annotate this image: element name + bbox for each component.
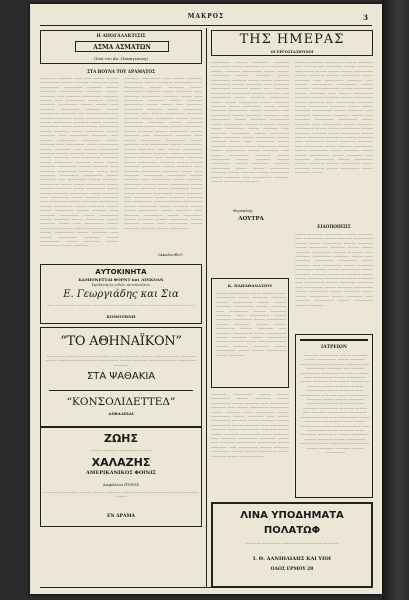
consolidated-title: “ΚΟΝΣΟΛΙΔΕΤΤΕΔ”: [66, 396, 176, 408]
doctor-ad: [211, 278, 289, 388]
shoes-address: ΟΔΟΣ ΕΡΜΟΥ 28: [270, 567, 314, 572]
subhead: ΛΟΥΤΡΑ: [238, 216, 264, 222]
column-divider: [206, 28, 207, 588]
page-number: 3: [363, 13, 368, 22]
right-column: [211, 28, 373, 588]
medical-ad: [295, 334, 373, 498]
shoes-owner: Ι. Θ. ΔΑΝΙΗΛΙΔΗΣ ΚΑΙ ΥΙΟΙ: [252, 556, 332, 562]
cars-brands: ΚΑΜΙΟΝΕΤΤΑΙ ΦΟΡΝΤ και ΛΙΝΚΟΛΝ: [78, 277, 164, 282]
poem-title: ΑΣΜΑ ΑΣΜΑΤΩΝ: [93, 44, 151, 51]
consolidated-sub: ΑΣΦΑΛΕΙΑΙ: [108, 411, 134, 416]
chalazis-title: ΧΑΛΑΖΗΣ: [91, 456, 151, 469]
doctor-name: Κ. ΠΑΠΑΘΑΝΑΣΙΟΥ: [227, 283, 273, 288]
poem-sub: (Υπό του Κο. Παπαγιαννη): [94, 56, 148, 61]
doctor-lines: ——— ————— ——— ———— —— ————— ——— ———— ———— ——— ————— ——— ——— ———— ————— ——— ———— —— ————— ——— ———— ———— —— ————— ——— ———— ————— ——— ————— ——— ———— ——— ——— ————— ——— ———— —— ———— ————— ——— ————— ——— ———— ——— ————— ——— ———— ——— —— ————— ——— ———— ———— ——— ————— ——— ——— ————— ——— ————: [216, 290, 286, 357]
footer-rule: [40, 587, 372, 588]
article-signed: Φερεκλής: [233, 208, 253, 213]
masthead-title: ΤΗΣ ΗΜΕΡΑΣ: [239, 32, 345, 47]
shoes-ad: [211, 502, 373, 588]
chalazis-sub: ΑΜΕΡΙΚΑΝΙΚΟΣ ΦΟΙΝΙΞ: [86, 470, 156, 476]
article-text-right: ——— ———— ————— ——— ———— —— ————— ———— ——— ———— ————— ——— ——— ——— ————— ——— ———— ——— ————— ——— ———— —— ————— ———— —— ——— ————— ————— ——— ———— —— ————— ——— ————— ——— ———— —— ——— ————— ———— ——— ———— ——— ————— ——— ———— —— ————— ———— ——— ————— ———— ——— ——— ———— ————— ——— ———— —— ———— ————— ———— ——— —— ———— ————— ————— ——— ———— —— ————— ——— ———— ————— ——— ——— ————— ——— ———— ———— ——— ————— ——— ——— ———— ————— ——— ———— —— ————— ——— ———— ———— —— ————— ——— ———— ————— ——— ————— ——— ———— ——— ——— ————— ——— ———— —— ———— ————— ——— ————— ——— ———— ——— ————— ——— ———— ——— ——— ————— ——— ———— ———: [295, 59, 373, 175]
shoes-lines: ———— ————— ——— ——— ———— ————: [245, 540, 339, 545]
medical-lines: ———— ————— ——— ———— ——— ————— ——— ———— ——— ————— ——— ———— —— ————— ———— —— ——— ————— ————— ——— ———— —— ————— ——— ————— ——— ———— —— ——— ————— ———— ——— ———— ——— ————— ——— ———— —— ————— ———— ——— ————— ———— ——— ——— ———— ————— ——— ———— —— ———— ————— ———— ——— —— ———— ————— ————— ——— ———— —— ————— ——— ———— ————— ——— ——— ————— ——— ———— ——— —— ————— ——— ———— —— ———— ————— ——— ————— ——— ———— ——— ————— ——— ———— ——— —— ————— ——— ———— ———— ——— —————: [300, 352, 370, 454]
article-text-left: ————— ——— ———— ———— ————— ——— ———— —— ————— ——— ———— ————— ——— ——— ————— ——— ———— ——— ————— ———— ——— ——— ———— ————— ——— ———— —— ———— ————— ———— ——— —— ———— ————— ————— ——— ———— —— ————— ——— ———— ————— ——— ——— ————— ——— ———— ———— ——— ————— ——— ——— ———— ————— ——— ———— —— ————— ——— ———— ———— —— ————— ——— ———— ————— ——— ————— ——— ———— ——— ——— ————— ——— ———— —— ———— ————— ——— ————— ——— ———— ——— ————— ——— ———— ——— —— ————— ——— ———— ———— ——— ————— ——— ——— ————— ——— ———— —— ——— ————— ———— ——— ————— ——— ———— ——— ————— ——— ———— ———— ————— ——— ——— ————— ———— ——— ———— ——— ————— ——— ———— —— ————— ———— ——— ————— ————: [211, 59, 289, 183]
chalazis-line: Ασφάλεια ΠΥΡΟΣ: [102, 482, 140, 487]
shoes-title: ΛΙΝΑ ΥΠΟΔΗΜΑΤΑ: [240, 510, 344, 521]
cars-sub: Εφοδιασμός ειδών αυτοκινήτων: [91, 283, 151, 287]
chalazis-city: ΕΝ ΔΡΑΜΑ: [107, 514, 135, 519]
athinaikon-sub: ΣΤΑ ΨΑΘΑΚΙΑ: [86, 371, 156, 382]
chalazis-ad: [40, 427, 202, 527]
masthead-sub: ΟΙ ΕΡΓΟΣΤΑΣΙΟΥΧΟΙ: [270, 50, 314, 54]
cars-city: ΚΟΜΟΤΗΝΗ: [106, 314, 136, 319]
poem-box: [40, 30, 202, 64]
story-text-left: ———— ———— —— —— ——— ——— ————— ——— ———— ————— —— ————— ————— ———— ——— ———— —————— ———— ——— ———— —— ———— ————— ———— ——— —— ————— ———— ——— ———— ————— ——— ——— —— ———— ————— ———— ——— ————— ———— —— ——— ————— ———— ———— ——— ————— ——— ——— ————— ———— ——— ———— ————— ——— ——— ——— ————— ——— ———— ——— ————— ——— ———— —— ————— ———— —— ——— ————— ————— ——— ———— —— ————— ——— ————— ——— ———— —— ——— ————— ———— ——— ———— ——— ————— ——— ———— —— ————— ———— ——— ————— ———— ——— ——— ———— ————— ——— ———— —— ———— ————— ———— ——— —— ———— ————— ————— ——— ———— —— ————— ——— ———— ————— ——— ——— ————— ——— ———— ———— ——— ————— ——— ——— ———— ————— ——— ———— —— ————— ——— ———— ———— —— ————— ——— ———— ————— ——— ————— ——— ———— ——— ——— ————— ——— ———— —— ———— ————— ——— ————— ——— ———— ——— ————— ——— ———— ——— —— ————— ——— ———— ———— ——— ————— ——— ——— ————— ——— ———— —— ——— ————— ———— ——— ————— ——— ———— ——— ————— ——— ————: [40, 75, 118, 248]
cars-dealer: Ε. Γεωργιάδης και Σια: [63, 289, 179, 300]
athinaikon-ad: [40, 327, 202, 427]
cars-details: —— ————— ———— —— ———— ————— ——— ———— ————— ——: [47, 302, 195, 307]
poem-title-frame: [75, 41, 169, 52]
athinaikon-lines: ————— ——— ————— ——— ——— ———— ——— ——————— ———— ——— ————— ————— —— ——— ——— ———— ———— ——— ————— ————: [45, 353, 197, 367]
left-column: [40, 28, 202, 588]
medical-title: ΙΑΤΡΕΙΟΝ: [321, 345, 347, 350]
announcements-title: ΕΙΔΟΠΟΙΗΣΙΣ: [317, 224, 351, 229]
chalazis-lines: ———— ————— ——— ——— ———— ——— ——— —————— —— ————— ———: [43, 489, 199, 499]
section-label: Η ΑΠΟΓΑΛΑΚΤΙΣΙΣ: [96, 34, 146, 39]
story-text-right: ———— ————— —— ——— ———— ————— ——— ———— ————— —— ————— ——— ———— ——— ————— ———— ——— ———— —— ———— ————— ———— ——— —— ————— ———— ——— ———— ————— ——— ——— —— ———— ————— ———— ——— ————— ———— —— ——— ————— ———— ———— ——— ————— ——— ——— ————— ———— ——— ———— ————— ——— ——— ——— ————— ——— ———— ——— ————— ——— ———— —— ————— ———— —— ——— ————— ————— ——— ———— —— ————— ——— ————— ——— ———— —— ——— ————— ———— ——— ———— ——— ————— ——— ———— —— ————— ———— ——— ————— ———— ——— ——— ———— ————— ——— ———— —— ———— ————— ———— ——— —— ———— ————— ————— ——— ———— —— ————— ——— ———— ————— ——— ——— ————— ——— ———— ———— ——— ————— ——— ——— ———— ————— ——— ———— —— ————— ——— ———— ———— —— ————— ——— ———— ————— ——— ————— ——— ———— ——— ——— ————— ——— ———— —— ———— ————— ——— ————— ——— ———— ——— ————— ——— ———— ——— —— ————— ——— ———— ———— ——— —————: [124, 75, 202, 230]
story-signature: (Ακολουθεί): [158, 252, 183, 257]
newspaper-page: [30, 4, 382, 594]
shoes-brand: ΠΟΛΑΤΩΦ: [263, 525, 321, 536]
header-title: ΜΑΚΡΟΣ: [187, 13, 225, 20]
athinaikon-title: “ΤΟ ΑΘΗΝΑΪΚΟΝ”: [60, 334, 182, 349]
consolidated-word: ΖΩΗΣ: [103, 432, 139, 445]
cars-title: ΑΥΤΟΚΙΝΗΤΑ: [95, 268, 147, 276]
zois-lines: ——— ———— ————— ———: [90, 447, 152, 452]
scan-edge: [382, 0, 409, 600]
announcements-text: ——— ———— ————— ——— ———— —— ————— ——— ———— ————— ——— ——— ————— ——— ———— ——— ————— ———— ——— ——— ———— ————— ——— ———— —— ———— ————— ———— ——— —— ———— ————— ————— ——— ———— —— ————— ——— ———— ————— ——— ——— ————— ——— ———— ———— ——— ————— ——— ——— ———— ————— ——— ———— —— ————— ——— ———— ———— —— ————— ——— ———— ————— ——— ————— ——— ———— ——— ——— ————— ——— ———— —— ———— ————— ——— ————— ——— ————: [295, 231, 373, 307]
notice-text: ———— ————— ——— ——— ————— ——— ———— ——— ————— ——— ———— —— ————— ———— —— ——— ————— ————— ——— ———— —— ————— ——— ————— ——— ———— —— ——— ————— ———— ——— ———— ——— ————— ——— ———— —— ————— ———— ——— ————— ———— ——— ——— ———— ————— ——— ———— —— ———— ————— ———— ——— —— ———— ————— ————— ——— ———— —— ————— ——— ———— ————— ——— ——— ————— ——— ———— ——— —— ————: [211, 391, 289, 458]
cars-ad: [40, 264, 202, 324]
masthead-box: [211, 30, 373, 56]
story-title: ΣΤΑ ΒΟΥΝΑ ΤΟΥ ΔΡΑΜΑΤΟΣ: [87, 69, 155, 74]
header-rule: [40, 25, 372, 26]
